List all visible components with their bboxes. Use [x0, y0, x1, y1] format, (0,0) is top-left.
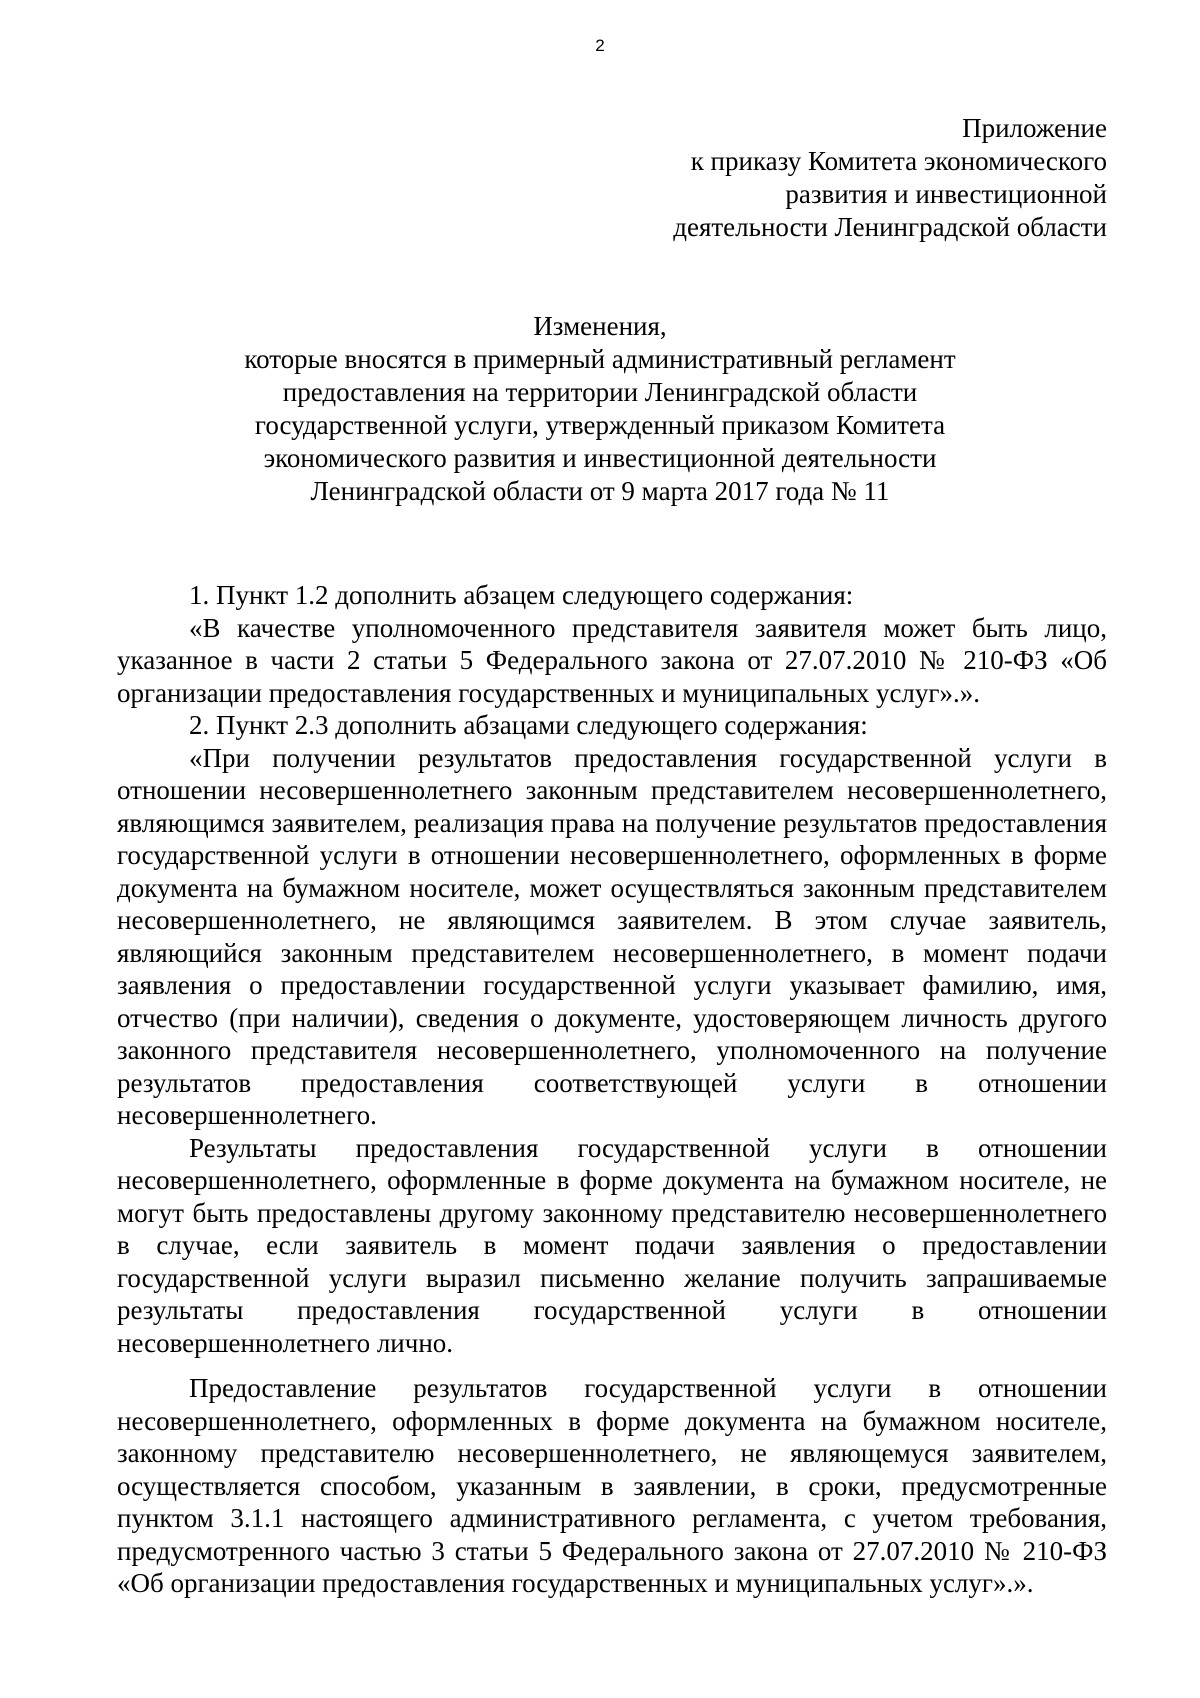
document-title: [0, 310, 1200, 508]
paragraph-quote-1: «В качестве уполномоченного представителя заявителя может быть лицо, указанное в части 2 статьи 5 Федерального закона от 27.07.2010 № 210-ФЗ «Об организации предоставления государственных и муниципальных услуг».».: [117, 612, 1107, 708]
title-line: государственной услуги, утвержденный приказом Комитета: [254, 410, 946, 440]
paragraph-item-1: 1. Пункт 1.2 дополнить абзацем следующего содержания:: [189, 580, 854, 610]
appendix-line: развития и инвестиционной: [785, 179, 1107, 209]
appendix-header: [547, 112, 1107, 244]
appendix-line: Приложение: [962, 113, 1107, 143]
title-line: Ленинградской области от 9 марта 2017 года № 11: [310, 476, 890, 506]
page-number: 2: [595, 36, 605, 55]
title-line: Изменения,: [533, 311, 667, 341]
title-line: экономического развития и инвестиционной деятельности: [263, 443, 937, 473]
paragraph-item-2: 2. Пункт 2.3 дополнить абзацами следующего содержания:: [189, 710, 868, 740]
document-body: [117, 579, 1107, 1600]
appendix-line: деятельности Ленинградской области: [673, 212, 1107, 242]
appendix-line: к приказу Комитета экономического: [690, 146, 1107, 176]
title-line: которые вносятся в примерный административный регламент: [244, 344, 956, 374]
paragraph-delivery: Предоставление результатов государственной услуги в отношении несовершеннолетнего, оформленных в форме документа на бумажном носителе, законному представителю несовершеннолетнего, не являющемуся заявителем, осуществляется способом, указанным в заявлении, в сроки, предусмотренные пунктом 3.1.1 настоящего административного регламента, с учетом требования, предусмотренного частью 3 статьи 5 Федерального закона от 27.07.2010 № 210-ФЗ «Об организации предоставления государственных и муниципальных услуг».».: [117, 1373, 1107, 1598]
paragraph-results: Результаты предоставления государственной услуги в отношении несовершеннолетнего, оформленные в форме документа на бумажном носителе, не могут быть предоставлены другому законному представителю несовершеннолетнего в случае, если заявитель в момент подачи заявления о предоставлении государственной услуги выразил письменно желание получить запрашиваемые результаты предоставления государственной услуги в отношении несовершеннолетнего лично.: [117, 1132, 1107, 1358]
paragraph-quote-2: «При получении результатов предоставления государственной услуги в отношении несовершеннолетнего законным представителем несовершеннолетнего, являющимся заявителем, реализация права на получение результатов предоставления государственной услуги в отношении несовершеннолетнего, оформленных в форме документа на бумажном носителе, может осуществляться законным представителем несовершеннолетнего, не являющимся заявителем. В этом случае заявитель, являющийся законным представителем несовершеннолетнего, в момент подачи заявления о предоставлении государственной услуги указывает фамилию, имя, отчество (при наличии), сведения о документе, удостоверяющем личность другого законного представителя несовершеннолетнего, уполномоченного на получение результатов предоставления соответствующей услуги в отношении несовершеннолетнего.: [117, 742, 1107, 1130]
title-line: предоставления на территории Ленинградской области: [282, 377, 918, 407]
